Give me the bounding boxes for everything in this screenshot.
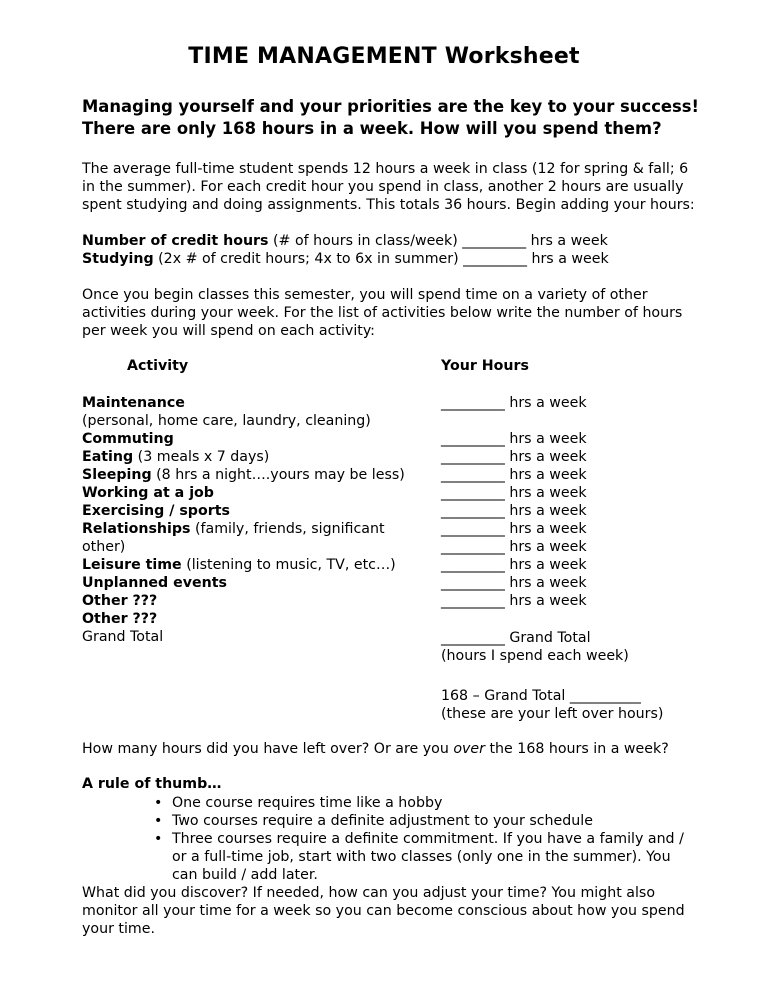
hours-blank[interactable]: _________ hrs a week	[441, 449, 587, 465]
activity-label: Maintenance	[82, 395, 185, 411]
activity-row	[82, 574, 432, 592]
activity-detail: (family, friends, significant other)	[82, 521, 385, 555]
left-over-note: (these are your left over hours)	[441, 706, 664, 722]
activity-label: Other ???	[82, 593, 158, 609]
hours-blank[interactable]: _________ hrs a week	[463, 251, 609, 267]
list-item-text: Three courses require a definite commitment. If you have a family and / or a full-time job, start with two classes (only one in the summer). You can build / add later.	[172, 831, 684, 883]
grand-total-note: (hours I spend each week)	[441, 648, 629, 664]
subheading-line-1: Managing yourself and your priorities are the key to your success!	[82, 97, 700, 116]
activity-label: Working at a job	[82, 485, 214, 501]
fill-line-studying	[82, 250, 609, 268]
list-item	[150, 812, 690, 830]
bullet-icon: •	[154, 813, 163, 829]
activity-label: Relationships	[82, 521, 191, 537]
activity-row	[82, 448, 432, 466]
hours-blank[interactable]: _________ hrs a week	[441, 575, 587, 591]
activity-label: Leisure time	[82, 557, 182, 573]
activity-label: Unplanned events	[82, 575, 227, 591]
hours-blank[interactable]: _________ hrs a week	[441, 395, 587, 411]
hours-blank[interactable]: _________ hrs a week	[441, 503, 587, 519]
grand-total-label: Grand Total	[82, 629, 164, 645]
activity-label: Sleeping	[82, 467, 152, 483]
activity-detail: (personal, home care, laundry, cleaning)	[82, 413, 371, 429]
activity-row	[82, 502, 432, 520]
activity-row	[82, 484, 432, 502]
subheading-line-2: There are only 168 hours in a week. How will you spend them?	[82, 119, 662, 138]
list-item-text: One course requires time like a hobby	[172, 795, 443, 811]
bullet-icon: •	[154, 831, 163, 847]
list-item-text: Two courses require a definite adjustment to your schedule	[172, 813, 593, 829]
activities-intro: Once you begin classes this semester, you will spend time on a variety of other activities during your week. For the list of activities below write the number of hours per week you will spend on each activity:	[82, 287, 683, 339]
activity-detail: (8 hrs a night….yours may be less)	[151, 467, 405, 483]
activity-row	[82, 556, 432, 574]
activity-detail: (listening to music, TV, etc…)	[181, 557, 396, 573]
grand-total-blank[interactable]: _________ Grand Total	[441, 630, 591, 646]
activity-label: Eating	[82, 449, 134, 465]
left-over-question	[82, 741, 669, 757]
hours-blank-spacer	[441, 412, 587, 430]
column-header-activity: Activity	[127, 358, 189, 374]
subheading	[82, 96, 722, 140]
question-text: the 168 hours in a week?	[484, 741, 669, 757]
hours-blank[interactable]: _________ hrs a week	[462, 233, 608, 249]
activity-row	[82, 610, 432, 628]
hours-blank[interactable]: _________ hrs a week	[441, 431, 587, 447]
list-item	[150, 830, 690, 884]
activity-label: Exercising / sports	[82, 503, 230, 519]
activity-row	[82, 412, 432, 430]
column-header-hours: Your Hours	[441, 358, 529, 374]
fill-line-label: Number of credit hours	[82, 233, 269, 249]
left-over-block	[441, 687, 663, 723]
hours-blank[interactable]: _________ hrs a week	[441, 593, 587, 609]
question-text: How many hours did you have left over? Or are you	[82, 741, 454, 757]
hours-blank[interactable]: _________ hrs a week	[441, 557, 587, 573]
closing-paragraph: What did you discover? If needed, how can you adjust your time? You might also monitor all your time for a week so you can become conscious about how you spend your time.	[82, 885, 685, 937]
rule-of-thumb-heading: A rule of thumb…	[82, 776, 222, 792]
intro-paragraph: The average full-time student spends 12 hours a week in class (12 for spring & fall; 6 in the summer). For each credit hour you spend in class, another 2 hours are usually spent studying and doing assignments. This totals 36 hours. Begin adding your hours:	[82, 161, 695, 213]
grand-total-block	[441, 629, 629, 665]
hours-blank[interactable]: _________ hrs a week	[441, 467, 587, 483]
hours-blank[interactable]: _________ hrs a week	[441, 485, 587, 501]
question-emphasis: over	[453, 741, 485, 757]
left-over-blank[interactable]: 168 – Grand Total __________	[441, 688, 641, 704]
hours-blank[interactable]: _________ hrs a week	[441, 539, 587, 555]
bullet-icon: •	[154, 795, 163, 811]
fill-line-detail: (2x # of credit hours; 4x to 6x in summer)	[153, 251, 464, 267]
rule-of-thumb-list	[150, 794, 690, 884]
activity-row	[82, 592, 432, 610]
hours-blank[interactable]: _________ hrs a week	[441, 521, 587, 537]
fill-line-credit-hours	[82, 232, 609, 250]
page-title: TIME MANAGEMENT Worksheet	[188, 44, 580, 69]
list-item	[150, 794, 690, 812]
activity-list	[82, 394, 432, 628]
credit-hours-block	[82, 232, 609, 268]
activity-detail: (3 meals x 7 days)	[133, 449, 270, 465]
hours-list	[441, 394, 587, 610]
activity-row	[82, 394, 432, 412]
activity-row	[82, 466, 432, 484]
activity-label: Other ???	[82, 611, 158, 627]
fill-line-detail: (# of hours in class/week)	[268, 233, 463, 249]
activity-label: Commuting	[82, 431, 174, 447]
activity-row	[82, 430, 432, 448]
activity-row	[82, 520, 432, 556]
fill-line-label: Studying	[82, 251, 154, 267]
